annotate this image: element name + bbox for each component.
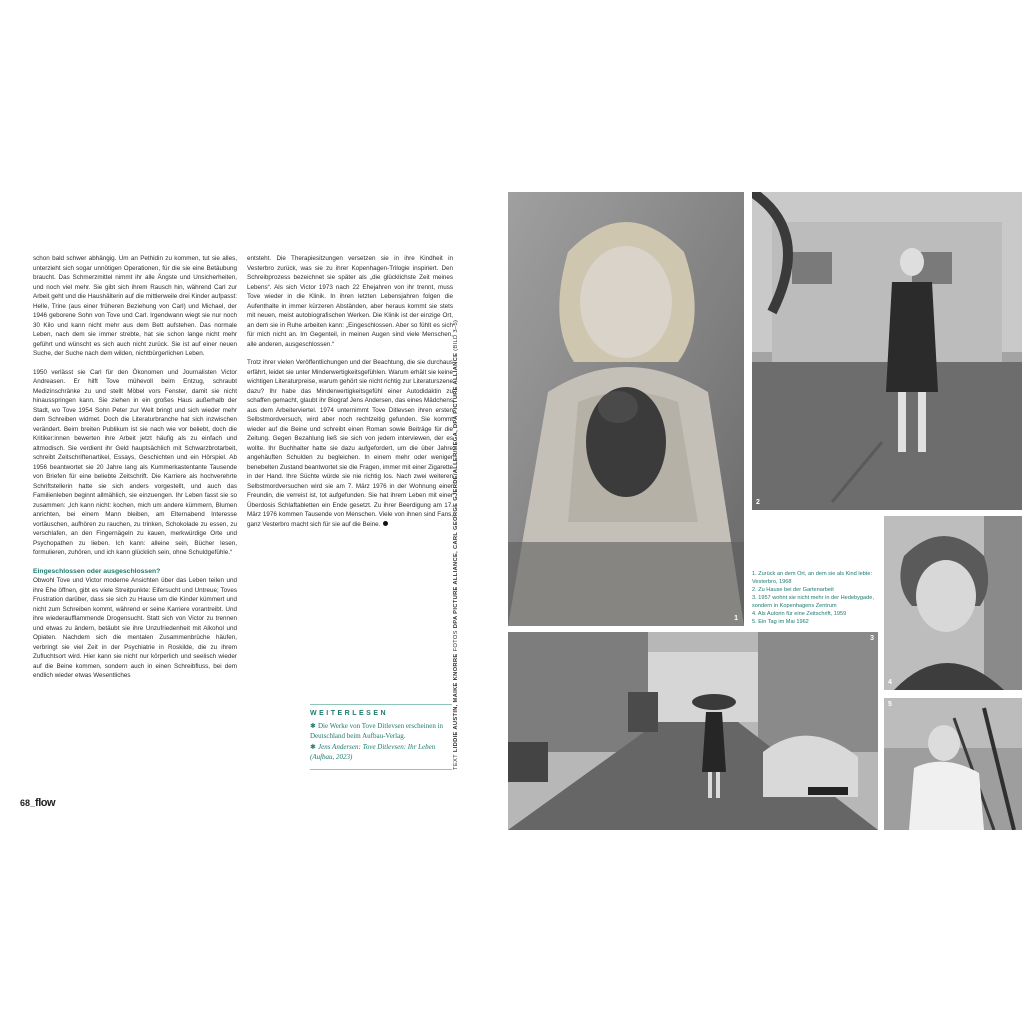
photo-number: 4 xyxy=(888,679,892,686)
credit-suffix: (BILD 3–5) xyxy=(453,319,459,351)
further-reading-title: WEITERLESEN xyxy=(310,710,389,717)
photo-number: 1 xyxy=(734,615,738,622)
caption-item: 4. Als Autorin für eine Zeitschrift, 1959 xyxy=(752,611,847,617)
photo-deck-chair xyxy=(884,698,1022,830)
credit-photo-names: DPA PICTURE ALLIANCE, CARL GEORGE GJERDE/ALLER/MEGA, DPA PICTURE ALLIANCE xyxy=(453,352,459,629)
further-reading-box xyxy=(310,704,452,770)
photo-number: 2 xyxy=(756,499,760,506)
further-reading-item xyxy=(310,722,452,741)
photo-portrait-with-cat xyxy=(508,192,744,626)
photo-3-image xyxy=(508,632,878,830)
brand-logo: flow xyxy=(35,797,56,809)
caption-item: 2. Zu Hause bei der Gartenarbeit xyxy=(752,587,834,593)
photo-1-image xyxy=(508,192,744,626)
page-folio xyxy=(20,797,55,809)
body-paragraph: entsteht. Die Therapiesitzungen versetzen sie in ihre Kindheit in Vesterbro zurück, was sie zu ihrer Kopenhagen-Trilogie inspiriert. Den Schreibprozess bezeichnet sie später als „die glücklichste Zeit meines Lebens“. Als sich Victor 1973 nach 22 Ehejahren von ihr trennt, muss Tove wieder in die Klinik. In ihren letzten Lebensjahren folgen die Aufenthalte in immer kürzeren Abständen, aber heraus kommt sie stets mit neuen, meist autobiografischen Werken. Die Klinik ist der einzige Ort, an dem sie in Ruhe arbeiten kann: „Eingeschlossen. Aber so fühlt es sich für mich nicht an. Im Gegenteil, in meinen Augen sind viele Menschen, alle anderen, ausgeschlossen.“ xyxy=(247,255,453,348)
further-reading-text: Jens Andersen: Tove Ditlevsen: Ihr Leben (Aufbau, 2023) xyxy=(310,743,436,761)
caption-item: 1. Zurück an dem Ort, an dem sie als Kind lebte: Vesterbro, 1968 xyxy=(752,571,873,585)
photo-4-image xyxy=(884,516,1022,690)
credit-photo-label: FOTOS xyxy=(453,630,459,652)
asterisk-icon: ✱ xyxy=(310,743,316,751)
body-paragraph xyxy=(247,358,453,529)
photo-number: 3 xyxy=(870,635,874,642)
photo-number: 5 xyxy=(888,701,892,708)
end-mark-icon xyxy=(383,521,388,526)
body-paragraph: schon bald schwer abhängig. Um an Pethidin zu kommen, tut sie alles, unterzieht sich sogar unnötigen Operationen, für die sie eine Betäubung braucht. Das Schmerzmittel nimmt ihr alle Ängste und Unsicherheiten, und noch viel mehr. Sie gibt sich ihrem Rausch hin, während Carl zur Arbeit geht und die Haushälterin auf die mittlerweile drei Kinder aufpasst: Helle, Trine (aus einer früheren Beziehung von Carl) und Michael, der 1946 geborene Sohn von Tove und Carl. Irgendwann wiegt sie nur noch 30 Kilo und kann nicht mehr aus dem Bett aufstehen. Das normale Leben, nach dem sie immer strebte, hat sie schon lange nicht mehr geführt und wünscht es sich auch nicht zurück. Sie ist auf einer neuen Suche, der Suche nach dem wilden, nichtbürgerlichen Leben. xyxy=(33,255,237,357)
article-column-2 xyxy=(247,254,453,538)
photo-street-scene xyxy=(508,632,878,830)
photo-2-image xyxy=(752,192,1022,510)
photo-captions xyxy=(752,570,882,626)
section-subheading: Eingeschlossen oder ausgeschlossen? xyxy=(33,567,161,575)
photo-portrait-closeup xyxy=(884,516,1022,690)
page-number: 68 xyxy=(20,798,31,808)
credit-text-authors: LIDDIE AUSTIN, MAIKE KNORRE xyxy=(453,653,459,753)
folio-separator: _ xyxy=(30,798,36,808)
photo-5-image xyxy=(884,698,1022,830)
caption-item: 5. Ein Tag im Mai 1962 xyxy=(752,619,809,625)
article-column-1 xyxy=(33,254,237,690)
credit-text-label: TEXT xyxy=(453,754,459,770)
body-paragraph: Obwohl Tove und Victor moderne Ansichten über das Leben teilen und ihre Ehe öffnen, gibt es viele Streitpunkte: Eifersucht und Untreue; Toves Frustration darüber, dass sie sich zu Hause um die Kinder kümmert und nicht zum Schreiben kommt, während er seine Karriere vorantreibt. Und ihre wiederaufflammende Drogensucht. Statt sich von Victor zu trennen und etwas zu ändern, betäubt sie ihre Unzufriedenheit mit Alkohol und Opiaten. Nachdem sich die mentalen Zusammenbrüche häufen, verbringt sie viel Zeit in der Psychiatrie in Roskilde, die zu ihrem Zufluchtsort wird. Hier kann sie nicht nur körperlich und seelisch wieder auf die Beine kommen, sondern auch in einen Schreibfluss, bei dem endlich wieder etwas Wesentliches xyxy=(33,577,237,679)
photo-garden-work xyxy=(752,192,1022,510)
photo-credits xyxy=(453,280,465,770)
asterisk-icon: ✱ xyxy=(310,722,316,730)
body-paragraph-text: Trotz ihrer vielen Veröffentlichungen und der Beachtung, die sie durchaus erfährt, leidet sie unter Minderwertigkeitsgefühlen. Warum erhält sie keine wichtigen Literaturpreise, warum gehört sie nicht richtig zur Literaturszene dazu? Ihr habe das Minderwertigkeitsgefühl einer Autodidaktin zu schaffen gemacht, glaubt ihr Biograf Jens Andersen, das eines Mädchens aus dem Arbeiterviertel. 1974 unternimmt Tove Ditlevsen ihren ersten Selbstmordversuch, wird aber noch rechtzeitig gefunden. Sie kommt wieder auf die Beine und schreibt einen Roman sowie Beiträge für die Zeitung. Gegen Bezahlung ließ sie sich von jedem interviewen, der es wollte. Ihr Buchhalter hatte sie dazu aufgefordert, um die über Jahre angehäuften Schulden zu begleichen. In einem mehr oder weniger benebelten Zustand beantwortet sie die Fragen, immer mit einer Zigarette in der Hand. Ihre Süchte würde sie nie richtig los. Nach zwei weiteren Selbstmordversuchen wird sie am 7. März 1976 in der Wohnung einer Freundin, die verreist ist, tot aufgefunden. Sie hat ihrem Leben mit einer Überdosis Schlaftabletten ein Ende gesetzt. Zu ihrer Beerdigung am 17. März 1976 kommen Tausende von Menschen. Viele von ihnen sind Fans, ganz Vesterbro macht sich für sie auf die Beine. xyxy=(247,359,453,528)
body-paragraph: 1950 verlässt sie Carl für den Ökonomen und Journalisten Victor Andreasen. Er hilft Tove mühevoll beim Entzug, schraubt Medizinschränke zu und stellt Möbel vors Fenster, damit sie nicht hinausspringen kann. Sie ziehen in ein großes Haus außerhalb der Stadt, wo Tove 1954 Sohn Peter zur Welt bringt und sich wieder mehr dem Schreiben widmet. Doch die Literaturbranche hat sich inzwischen verändert. Beim breiten Publikum ist sie nach wie vor beliebt, doch die Kritiker:innen bewerten ihre Arbeit jetzt häufig als zu einfach und altmodisch. Sie verdient ihr Geld hauptsächlich mit Schwarzbrotarbeit, schreibt Zeitschriftenartikel, Essays, Geschichten und ein Hörspiel. Ab 1956 beantwortet sie 20 Jahre lang als Kummerkastentante Tausende von Briefen für eine beliebte Zeitschrift. Die Karriere als hochverehrte Schriftstellerin hatte sie sich anders vorgestellt, und auch das Familienleben beginnt allmählich, sie einzuengen. Ihr Leben fasst sie so zusammen: „Ich kann nicht: kochen, mich um andere kümmern, Blumen anrichten, bei einem Mann bleiben, am Elternabend Interesse vortäuschen, aufhören zu rauchen, zu trinken, Schokolade zu essen, zu verschlafen, an den Fingernägeln zu kauen, merkwürdige Orte und Psychopathen zu lieben. Ich kann: alleine sein, Bücher lesen, formulieren, zuhören, und ich kann glücklich sein, ohne Schuldgefühle.“ xyxy=(33,368,237,556)
caption-item: 3. 1957 wohnt sie nicht mehr in der Hedebygade, sondern in Kopenhagens Zentrum xyxy=(752,595,874,609)
further-reading-text: Die Werke von Tove Ditlevsen erscheinen in Deutschland beim Aufbau-Verlag. xyxy=(310,722,444,740)
further-reading-item xyxy=(310,743,452,762)
